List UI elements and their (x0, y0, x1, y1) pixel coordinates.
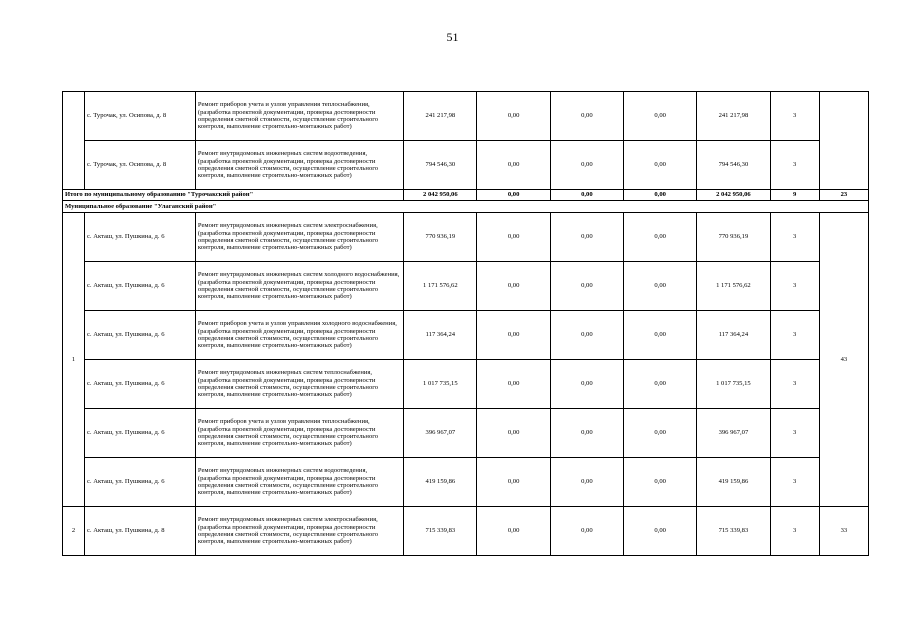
table-row (63, 409, 869, 458)
value-cell: 0,00 (624, 141, 697, 190)
value-cell: 0,00 (550, 458, 623, 507)
row-number-cell (63, 92, 85, 190)
address-cell: с. Турочак, ул. Осипова, д. 8 (84, 92, 195, 141)
count-cell: 3 (770, 409, 819, 458)
value-cell: 0,00 (550, 360, 623, 409)
address-cell: с. Акташ, ул. Пушкина, д. 8 (84, 507, 195, 556)
value-cell: 0,00 (477, 141, 550, 190)
value-cell: 0,00 (550, 262, 623, 311)
count-cell: 3 (770, 141, 819, 190)
value-cell: 0,00 (550, 409, 623, 458)
value-cell: 0,00 (550, 92, 623, 141)
subtotal-count: 9 (770, 190, 819, 201)
value-cell: 0,00 (477, 262, 550, 311)
table-row (63, 141, 869, 190)
subtotal-total: 2 042 950,06 (404, 190, 477, 201)
work-description-cell: Ремонт внутридомовых инженерных систем электроснабжения, (разработка проектной документации, проверка достоверности определения сметной стоимости, осуществление строительного контроля, выполнение строительно-монтажных работ) (195, 507, 403, 556)
total-cost-cell: 770 936,19 (404, 213, 477, 262)
value-cell: 0,00 (477, 311, 550, 360)
extra-cell (819, 92, 868, 190)
subtotal-value: 0,00 (477, 190, 550, 201)
table-row (63, 92, 869, 141)
other-sources-cell: 419 159,86 (697, 458, 770, 507)
other-sources-cell: 396 967,07 (697, 409, 770, 458)
count-cell: 3 (770, 458, 819, 507)
value-cell: 0,00 (550, 141, 623, 190)
total-cost-cell: 715 339,83 (404, 507, 477, 556)
count-cell: 3 (770, 92, 819, 141)
table-row (63, 360, 869, 409)
work-description-cell: Ремонт внутридомовых инженерных систем водоотведения, (разработка проектной документации, проверка достоверности определения сметной стоимости, осуществление строительного контроля, выполнение строительно-монтажных работ) (195, 141, 403, 190)
total-cost-cell: 1 017 735,15 (404, 360, 477, 409)
row-number-cell: 1 (63, 213, 85, 507)
section-title: Муниципальное образование "Улаганский район" (63, 201, 869, 213)
count-cell: 3 (770, 507, 819, 556)
address-cell: с. Акташ, ул. Пушкина, д. 6 (84, 360, 195, 409)
value-cell: 0,00 (477, 213, 550, 262)
value-cell: 0,00 (624, 409, 697, 458)
other-sources-cell: 241 217,98 (697, 92, 770, 141)
value-cell: 0,00 (624, 458, 697, 507)
table-row (63, 507, 869, 556)
value-cell: 0,00 (624, 360, 697, 409)
count-cell: 3 (770, 311, 819, 360)
work-description-cell: Ремонт приборов учета и узлов управления теплоснабжения, (разработка проектной документации, проверка достоверности определения сметной стоимости, осуществление строительного контроля, выполнение строительно-монтажных работ) (195, 409, 403, 458)
subtotal-label: Итого по муниципальному образованию "Турочакский район" (63, 190, 404, 201)
work-description-cell: Ремонт приборов учета и узлов управления теплоснабжения, (разработка проектной документации, проверка достоверности определения сметной стоимости, осуществление строительного контроля, выполнение строительно-монтажных работ) (195, 92, 403, 141)
work-description-cell: Ремонт внутридомовых инженерных систем холодного водоснабжения, (разработка проектной документации, проверка достоверности определения сметной стоимости, осуществление строительного контроля, выполнение строительно-монтажных работ) (195, 262, 403, 311)
work-description-cell: Ремонт приборов учета и узлов управления холодного водоснабжения, (разработка проектной документации, проверка достоверности определения сметной стоимости, осуществление строительного контроля, выполнение строительно-монтажных работ) (195, 311, 403, 360)
value-cell: 0,00 (624, 507, 697, 556)
subtotal-value: 0,00 (550, 190, 623, 201)
address-cell: с. Акташ, ул. Пушкина, д. 6 (84, 262, 195, 311)
other-sources-cell: 715 339,83 (697, 507, 770, 556)
row-number-cell: 2 (63, 507, 85, 556)
count-cell: 3 (770, 213, 819, 262)
subtotal-value: 0,00 (624, 190, 697, 201)
total-cost-cell: 117 364,24 (404, 311, 477, 360)
value-cell: 0,00 (477, 409, 550, 458)
value-cell: 0,00 (550, 213, 623, 262)
address-cell: с. Акташ, ул. Пушкина, д. 6 (84, 458, 195, 507)
value-cell: 0,00 (550, 311, 623, 360)
other-sources-cell: 117 364,24 (697, 311, 770, 360)
other-sources-cell: 794 546,30 (697, 141, 770, 190)
value-cell: 0,00 (477, 458, 550, 507)
count-cell: 3 (770, 360, 819, 409)
value-cell: 0,00 (477, 360, 550, 409)
other-sources-cell: 1 017 735,15 (697, 360, 770, 409)
address-cell: с. Акташ, ул. Пушкина, д. 6 (84, 409, 195, 458)
extra-cell: 43 (819, 213, 868, 507)
other-sources-cell: 1 171 576,62 (697, 262, 770, 311)
value-cell: 0,00 (477, 92, 550, 141)
total-cost-cell: 396 967,07 (404, 409, 477, 458)
value-cell: 0,00 (624, 262, 697, 311)
count-cell: 3 (770, 262, 819, 311)
page-number: 51 (446, 30, 459, 44)
total-cost-cell: 794 546,30 (404, 141, 477, 190)
extra-cell: 33 (819, 507, 868, 556)
address-cell: с. Акташ, ул. Пушкина, д. 6 (84, 311, 195, 360)
subtotal-extra: 23 (819, 190, 868, 201)
table-row (63, 262, 869, 311)
table-row (63, 213, 869, 262)
value-cell: 0,00 (624, 92, 697, 141)
value-cell: 0,00 (624, 213, 697, 262)
work-description-cell: Ремонт внутридомовых инженерных систем электроснабжения, (разработка проектной документации, проверка достоверности определения сметной стоимости, осуществление строительного контроля, выполнение строительно-монтажных работ) (195, 213, 403, 262)
work-description-cell: Ремонт внутридомовых инженерных систем теплоснабжения, (разработка проектной документации, проверка достоверности определения сметной стоимости, осуществление строительного контроля, выполнение строительно-монтажных работ) (195, 360, 403, 409)
other-sources-cell: 770 936,19 (697, 213, 770, 262)
repair-program-table (62, 91, 869, 556)
subtotal-other: 2 042 950,06 (697, 190, 770, 201)
total-cost-cell: 1 171 576,62 (404, 262, 477, 311)
table-row (63, 311, 869, 360)
total-cost-cell: 241 217,98 (404, 92, 477, 141)
work-description-cell: Ремонт внутридомовых инженерных систем водоотведения, (разработка проектной документации, проверка достоверности определения сметной стоимости, осуществление строительного контроля, выполнение строительно-монтажных работ) (195, 458, 403, 507)
table-row (63, 458, 869, 507)
total-cost-cell: 419 159,86 (404, 458, 477, 507)
address-cell: с. Турочак, ул. Осипова, д. 8 (84, 141, 195, 190)
subtotal-row (63, 190, 869, 201)
section-header-row (63, 201, 869, 213)
value-cell: 0,00 (550, 507, 623, 556)
value-cell: 0,00 (477, 507, 550, 556)
address-cell: с. Акташ, ул. Пушкина, д. 6 (84, 213, 195, 262)
value-cell: 0,00 (624, 311, 697, 360)
